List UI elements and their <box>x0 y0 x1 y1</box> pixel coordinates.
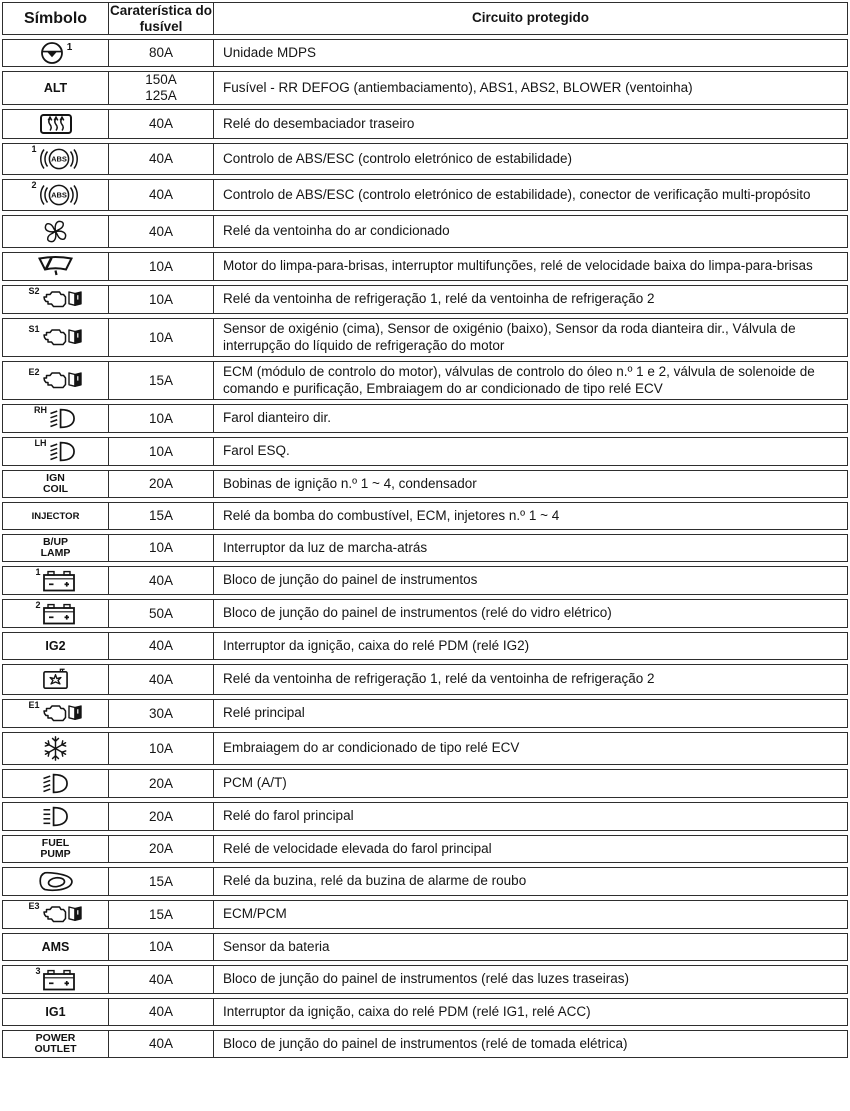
symbol-graphic <box>41 804 70 829</box>
circuit-cell <box>214 40 847 66</box>
table-row <box>2 361 848 400</box>
rating-cell <box>109 471 214 497</box>
circuit-cell <box>214 770 847 797</box>
circuit-cell <box>214 868 847 895</box>
rating-cell <box>109 868 214 895</box>
symbol-superscript: S1 <box>28 324 40 334</box>
circuit-cell <box>214 471 847 497</box>
header-symbol: Símbolo <box>3 3 109 34</box>
symbol-graphic <box>39 41 73 65</box>
symbol-cell <box>3 110 109 138</box>
circuit-cell <box>214 286 847 313</box>
symbol-label: ALT <box>43 81 68 95</box>
fuse-rating: 15A <box>148 873 174 889</box>
rating-cell <box>109 362 214 399</box>
rating-cell <box>109 438 214 465</box>
symbol-graphic <box>35 967 75 992</box>
symbol-graphic <box>35 601 75 626</box>
symbol-label: B/UP <box>42 535 69 548</box>
fuse-rating: 40A <box>148 116 174 131</box>
fuse-rating: 20A <box>148 476 174 491</box>
symbol-superscript: 2 <box>35 600 41 610</box>
fuse-rating: 10A <box>148 740 174 756</box>
symbol-cell <box>3 770 109 797</box>
abs-icon <box>38 145 80 173</box>
rating-cell <box>109 633 214 659</box>
circuit-cell <box>214 733 847 764</box>
symbol-cell <box>3 901 109 928</box>
table-row <box>2 71 848 105</box>
circuit-cell <box>214 110 847 138</box>
table-row <box>2 998 848 1026</box>
circuit-description: ECM/PCM <box>223 906 287 922</box>
fuse-rating: 10A <box>148 939 174 954</box>
circuit-description: Relé principal <box>223 705 305 721</box>
symbol-graphic <box>31 181 79 209</box>
symbol-cell <box>3 999 109 1025</box>
circuit-cell <box>214 319 847 356</box>
symbol-label: INJECTOR <box>31 510 80 522</box>
circuit-description: Bloco de junção do painel de instrumentos (relé das luzes traseiras) <box>223 971 629 987</box>
circuit-description: Embraiagem do ar condicionado de tipo relé ECV <box>223 740 520 756</box>
battery-icon <box>42 967 76 992</box>
circuit-cell <box>214 836 847 862</box>
symbol-superscript: S2 <box>28 286 40 296</box>
circuit-cell <box>214 180 847 210</box>
circuit-cell <box>214 999 847 1025</box>
header-circuit: Circuito protegido <box>472 10 589 26</box>
rating-cell <box>109 770 214 797</box>
table-row <box>2 664 848 695</box>
fuse-rating: 10A <box>148 540 174 555</box>
circuit-cell <box>214 72 847 104</box>
table-row <box>2 318 848 357</box>
symbol-label: FUEL <box>41 836 70 849</box>
circuit-description: Bloco de junção do painel de instrumentos (relé do vidro elétrico) <box>223 605 612 621</box>
circuit-cell <box>214 633 847 659</box>
symbol-label: POWER <box>35 1031 76 1044</box>
table-row <box>2 179 848 211</box>
headlight-high-beam-icon <box>41 804 70 829</box>
table-row <box>2 965 848 994</box>
circuit-cell <box>214 600 847 627</box>
circuit-description: Bloco de junção do painel de instrumentos <box>223 572 478 588</box>
table-row <box>2 404 848 433</box>
circuit-description: Motor do limpa-para-brisas, interruptor multifunções, relé de velocidade baixa do limpa-para-brisas <box>223 258 813 274</box>
symbol-cell <box>3 180 109 210</box>
rating-cell <box>109 665 214 694</box>
table-row <box>2 632 848 660</box>
symbol-superscript: LH <box>34 438 47 448</box>
table-row <box>2 252 848 281</box>
rating-cell <box>109 700 214 727</box>
rating-cell <box>109 803 214 830</box>
headlight-low-beam-icon <box>48 439 77 464</box>
symbol-label: AMS <box>41 940 70 954</box>
table-row <box>2 143 848 175</box>
rating-cell <box>109 600 214 627</box>
symbol-superscript: E3 <box>28 901 40 911</box>
symbol-cell <box>3 535 109 561</box>
symbol-cell <box>3 868 109 895</box>
symbol-cell <box>3 72 109 104</box>
table-row <box>2 534 848 562</box>
symbol-cell <box>3 633 109 659</box>
rating-cell <box>109 503 214 529</box>
symbol-superscript: 1 <box>66 42 73 53</box>
symbol-graphic <box>39 111 73 137</box>
table-row <box>2 933 848 961</box>
fuse-rating: 125A <box>145 88 177 103</box>
table-row <box>2 285 848 314</box>
symbol-graphic <box>34 406 77 431</box>
table-header-row <box>2 2 848 35</box>
circuit-description: Relé de velocidade elevada do farol principal <box>223 840 492 856</box>
circuit-description: Relé do farol principal <box>223 808 354 824</box>
symbol-graphic <box>37 869 75 894</box>
circuit-description: Bloco de junção do painel de instrumentos (relé de tomada elétrica) <box>223 1035 628 1051</box>
symbol-cell <box>3 319 109 356</box>
table-row <box>2 699 848 728</box>
fuse-rating: 10A <box>148 410 174 426</box>
circuit-description: Sensor de oxigénio (cima), Sensor de oxigénio (baixo), Sensor da roda dianteira dir., Válvula de interrupção do líquido de refrigeração do motor <box>223 321 796 353</box>
symbol-cell <box>3 503 109 529</box>
fuse-rating: 10A <box>148 258 174 274</box>
fuse-rating: 40A <box>148 1004 174 1019</box>
symbol-label: COIL <box>42 483 69 495</box>
symbol-superscript: E1 <box>28 700 40 710</box>
symbol-cell <box>3 934 109 960</box>
table-row <box>2 835 848 863</box>
table-row <box>2 900 848 929</box>
fuse-rating: 40A <box>148 638 174 653</box>
symbol-graphic <box>37 254 74 279</box>
table-row <box>2 437 848 466</box>
symbol-superscript: 2 <box>31 180 37 190</box>
fuse-rating: 40A <box>148 1036 174 1051</box>
symbol-cell <box>3 40 109 66</box>
fuse-rating: 40A <box>148 187 174 202</box>
rating-cell <box>109 567 214 594</box>
rating-cell <box>109 110 214 138</box>
symbol-cell <box>3 253 109 280</box>
circuit-description: Interruptor da luz de marcha-atrás <box>223 539 428 555</box>
table-row <box>2 802 848 831</box>
snowflake-icon <box>41 734 70 763</box>
circuit-cell <box>214 966 847 993</box>
symbol-cell <box>3 803 109 830</box>
rating-cell <box>109 1031 214 1057</box>
table-row <box>2 732 848 765</box>
fuse-rating: 10A <box>148 329 174 345</box>
headlight-low-beam-icon <box>48 406 77 431</box>
table-row <box>2 769 848 798</box>
circuit-cell <box>214 934 847 960</box>
rating-cell <box>109 733 214 764</box>
rating-cell <box>109 216 214 247</box>
rating-cell <box>109 999 214 1025</box>
symbol-graphic <box>41 734 70 763</box>
symbol-cell <box>3 1031 109 1057</box>
engine-book-icon <box>41 287 83 312</box>
table-row <box>2 109 848 139</box>
engine-book-icon <box>41 325 83 350</box>
table-row <box>2 502 848 530</box>
circuit-cell <box>214 803 847 830</box>
circuit-description: Relé da bomba do combustível, ECM, injetores n.º 1 ~ 4 <box>223 507 560 523</box>
symbol-graphic <box>28 287 82 312</box>
steering-wheel-icon <box>39 41 65 65</box>
fuse-rating: 40A <box>148 971 174 987</box>
circuit-cell <box>214 253 847 280</box>
symbol-cell <box>3 362 109 399</box>
circuit-cell <box>214 503 847 529</box>
engine-book-icon <box>41 902 83 927</box>
symbol-cell <box>3 836 109 862</box>
symbol-cell <box>3 405 109 432</box>
circuit-description: Unidade MDPS <box>223 44 317 60</box>
rating-cell <box>109 535 214 561</box>
fuse-rating: 20A <box>148 775 174 791</box>
rating-cell <box>109 72 214 104</box>
symbol-superscript: 1 <box>35 567 41 577</box>
fuse-rating: 40A <box>148 572 174 588</box>
symbol-cell <box>3 600 109 627</box>
rating-cell <box>109 40 214 66</box>
symbol-graphic <box>41 217 70 246</box>
symbol-cell <box>3 144 109 174</box>
circuit-cell <box>214 535 847 561</box>
rating-cell <box>109 405 214 432</box>
symbol-cell <box>3 438 109 465</box>
table-row <box>2 1030 848 1058</box>
fuse-rating: 15A <box>148 906 174 922</box>
wiper-icon <box>37 254 74 279</box>
circuit-cell <box>214 405 847 432</box>
circuit-description: Interruptor da ignição, caixa do relé PDM (relé IG1, relé ACC) <box>223 1003 591 1019</box>
fuse-rating: 40A <box>148 223 174 239</box>
circuit-description: Controlo de ABS/ESC (controlo eletrónico de estabilidade), conector de verificação multi-propósito <box>223 186 811 202</box>
symbol-cell <box>3 733 109 764</box>
circuit-cell <box>214 438 847 465</box>
symbol-graphic <box>31 145 79 173</box>
table-row <box>2 566 848 595</box>
fan-icon <box>41 217 70 246</box>
rating-cell <box>109 286 214 313</box>
circuit-description: Controlo de ABS/ESC (controlo eletrónico de estabilidade) <box>223 150 572 166</box>
symbol-cell <box>3 286 109 313</box>
circuit-description: Fusível - RR DEFOG (antiembaciamento), ABS1, ABS2, BLOWER (ventoinha) <box>223 79 693 95</box>
symbol-cell <box>3 216 109 247</box>
fuse-rating: 20A <box>148 841 174 856</box>
circuit-description: Bobinas de ignição n.º 1 ~ 4, condensador <box>223 475 477 491</box>
fuse-rating: 15A <box>148 372 174 388</box>
fuse-rating: 10A <box>148 291 174 307</box>
symbol-label: PUMP <box>40 848 71 860</box>
circuit-description: Relé da ventoinha de refrigeração 1, relé da ventoinha de refrigeração 2 <box>223 291 655 307</box>
symbol-graphic <box>40 666 71 693</box>
symbol-label: LAMP <box>40 547 71 559</box>
rating-cell <box>109 180 214 210</box>
engine-book-icon <box>41 701 83 726</box>
fuse-rating: 30A <box>148 705 174 721</box>
circuit-description: Relé da ventoinha do ar condicionado <box>223 223 450 239</box>
battery-icon <box>42 601 76 626</box>
symbol-label: IG2 <box>45 639 66 653</box>
circuit-description: Relé da ventoinha de refrigeração 1, relé da ventoinha de refrigeração 2 <box>223 671 655 687</box>
circuit-cell <box>214 362 847 399</box>
symbol-cell <box>3 966 109 993</box>
rating-cell <box>109 144 214 174</box>
engine-book-icon <box>41 368 83 393</box>
symbol-graphic <box>35 568 75 593</box>
abs-icon <box>38 181 80 209</box>
symbol-superscript: 3 <box>35 966 41 976</box>
headlight-low-beam-icon <box>41 771 70 796</box>
table-row <box>2 599 848 628</box>
fuse-rating: 10A <box>148 443 174 459</box>
symbol-label: IGN <box>46 471 65 484</box>
table-row <box>2 867 848 896</box>
table-row <box>2 39 848 67</box>
symbol-graphic <box>41 771 70 796</box>
symbol-cell <box>3 700 109 727</box>
symbol-graphic <box>28 325 82 350</box>
symbol-superscript: E2 <box>28 367 40 377</box>
circuit-description: Interruptor da ignição, caixa do relé PDM (relé IG2) <box>223 637 530 653</box>
symbol-graphic <box>28 701 82 726</box>
symbol-superscript: 1 <box>31 144 37 154</box>
fuse-rating: 15A <box>148 508 174 523</box>
symbol-superscript: RH <box>34 405 47 415</box>
radiator-fan-icon <box>40 666 71 693</box>
circuit-description: Relé do desembaciador traseiro <box>223 115 415 131</box>
circuit-cell <box>214 144 847 174</box>
circuit-description: Sensor da bateria <box>223 938 330 954</box>
circuit-description: Farol ESQ. <box>223 443 290 459</box>
symbol-cell <box>3 471 109 497</box>
rating-cell <box>109 901 214 928</box>
rear-defogger-icon <box>39 111 73 137</box>
circuit-cell <box>214 567 847 594</box>
circuit-cell <box>214 700 847 727</box>
fuse-rating: 150A <box>145 72 177 87</box>
fuse-rating: 40A <box>148 151 174 166</box>
circuit-cell <box>214 1031 847 1057</box>
symbol-cell <box>3 665 109 694</box>
table-row <box>2 470 848 498</box>
rating-cell <box>109 934 214 960</box>
circuit-description: ECM (módulo de controlo do motor), válvulas de controlo do óleo n.º 1 e 2, válvula de solenoide de comando e purificação, Embraiagem do ar condicionado de tipo relé ECV <box>223 364 815 396</box>
svg-text:ABS: ABS <box>50 154 67 164</box>
symbol-graphic <box>28 368 82 393</box>
circuit-cell <box>214 901 847 928</box>
symbol-graphic <box>28 902 82 927</box>
fuse-rating: 20A <box>148 808 174 824</box>
circuit-description: Farol dianteiro dir. <box>223 410 332 426</box>
circuit-description: Relé da buzina, relé da buzina de alarme de roubo <box>223 873 527 889</box>
horn-icon <box>37 869 75 894</box>
circuit-cell <box>214 665 847 694</box>
rating-cell <box>109 319 214 356</box>
fuse-rating: 50A <box>148 605 174 621</box>
fuse-rating: 80A <box>148 45 174 60</box>
rating-cell <box>109 836 214 862</box>
header-rating: Caraterística do fusível <box>109 3 213 34</box>
circuit-cell <box>214 216 847 247</box>
symbol-label: IG1 <box>45 1005 66 1019</box>
battery-icon <box>42 568 76 593</box>
symbol-graphic <box>35 439 77 464</box>
symbol-cell <box>3 567 109 594</box>
svg-text:ABS: ABS <box>50 190 67 200</box>
symbol-label: OUTLET <box>34 1043 77 1055</box>
table-row <box>2 215 848 248</box>
circuit-description: PCM (A/T) <box>223 775 287 791</box>
fuse-rating: 40A <box>148 671 174 687</box>
rating-cell <box>109 253 214 280</box>
rating-cell <box>109 966 214 993</box>
